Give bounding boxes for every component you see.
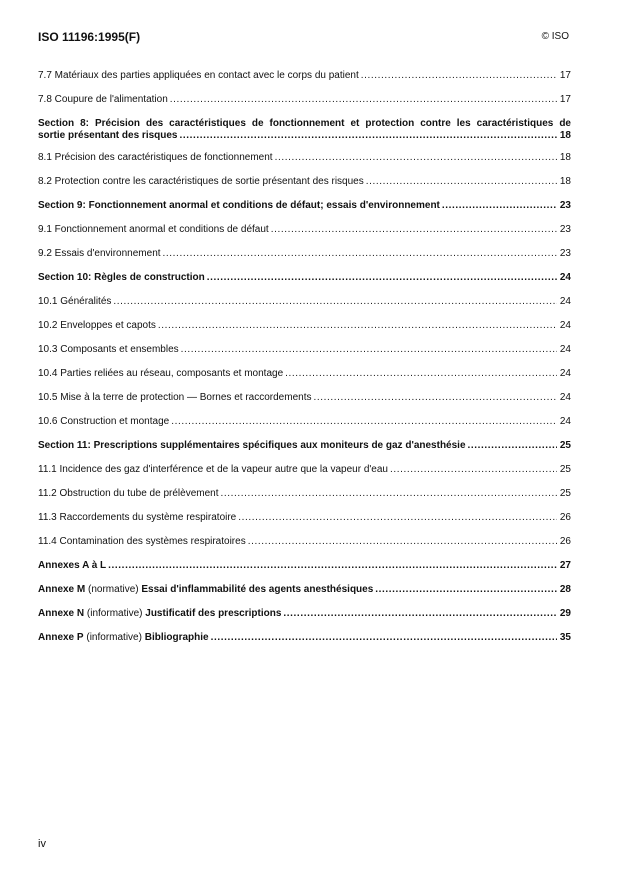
toc-entry-title: Section 11: Prescriptions supplémentaires spécifiques aux moniteurs de gaz d'anesthésie	[38, 440, 466, 451]
toc-entry	[38, 320, 571, 344]
leader-dots	[170, 94, 557, 106]
toc-entry-page: 24	[559, 392, 571, 403]
toc-entry-page: 26	[559, 512, 571, 523]
leader-dots	[220, 488, 557, 500]
toc-entry	[38, 176, 571, 200]
toc-entry-row	[38, 512, 571, 524]
page-header-right: © ISO	[541, 31, 569, 42]
toc-entry	[38, 118, 571, 152]
toc-entry	[38, 488, 571, 512]
toc-entry-title: 11.2 Obstruction du tube de prélèvement	[38, 488, 219, 499]
toc-entry-row	[38, 200, 571, 212]
page-number: iv	[38, 838, 46, 850]
toc-entry	[38, 536, 571, 560]
toc-entry	[38, 392, 571, 416]
leader-dots	[113, 296, 557, 308]
toc-entry-page: 25	[559, 440, 571, 451]
toc-entry-page: 24	[559, 296, 571, 307]
toc-entry-title: 11.3 Raccordements du système respiratoire	[38, 512, 237, 523]
annex-title: Essai d'inflammabilité des agents anesthésiques	[141, 584, 374, 595]
toc-entry-title: 10.3 Composants et ensembles	[38, 344, 179, 355]
toc-entry-row	[38, 416, 571, 428]
toc-entry-page: 27	[559, 560, 571, 571]
toc-entry-row	[38, 440, 571, 452]
toc-entry-row	[38, 130, 571, 142]
annex-label: Annexe P	[38, 632, 84, 643]
toc-entry	[38, 584, 571, 608]
toc-entry-page: 17	[559, 70, 571, 81]
toc-entry	[38, 296, 571, 320]
toc-entry-row	[38, 320, 571, 332]
leader-dots	[171, 416, 557, 428]
toc-entry	[38, 440, 571, 464]
toc-entry-page: 24	[559, 368, 571, 379]
annex-kind: (informative)	[86, 608, 143, 619]
toc-entry-page: 23	[559, 200, 571, 211]
leader-dots	[468, 440, 557, 452]
leader-dots	[275, 152, 557, 164]
toc-entry-row	[38, 344, 571, 356]
toc-entry-row	[38, 296, 571, 308]
toc-entry-title: Section 10: Règles de construction	[38, 272, 205, 283]
toc-entry-page: 29	[559, 608, 571, 619]
toc-entry	[38, 464, 571, 488]
leader-dots	[366, 176, 557, 188]
leader-dots	[375, 584, 557, 596]
toc-entry-title: 9.1 Fonctionnement anormal et conditions de défaut	[38, 224, 269, 235]
toc-entry	[38, 632, 571, 656]
leader-dots	[211, 632, 557, 644]
toc-entry	[38, 200, 571, 224]
toc-entry-title: 11.4 Contamination des systèmes respiratoires	[38, 536, 246, 547]
leader-dots	[248, 536, 557, 548]
toc-entry-page: 24	[559, 416, 571, 427]
toc-entry	[38, 344, 571, 368]
toc-entry-page: 25	[559, 488, 571, 499]
leader-dots	[285, 368, 557, 380]
leader-dots	[207, 272, 557, 284]
toc-entry-title-line1: Section 8: Précision des caractéristiques de fonctionnement et protection contre les caractéristiques de	[38, 118, 571, 129]
toc-entry-title-line2: sortie présentant des risques	[38, 130, 178, 141]
toc-entry-page: 24	[559, 320, 571, 331]
toc-entry	[38, 152, 571, 176]
page-header-left: ISO 11196:1995(F)	[38, 30, 141, 44]
leader-dots	[163, 248, 557, 260]
toc-entry-row	[38, 224, 571, 236]
leader-dots	[181, 344, 557, 356]
toc-entry	[38, 368, 571, 392]
toc-entry-row	[38, 584, 571, 596]
toc-entry-page: 26	[559, 536, 571, 547]
annex-label: Annexe N	[38, 608, 85, 619]
toc-entry-row	[38, 248, 571, 260]
toc-entry-row	[38, 392, 571, 404]
leader-dots	[158, 320, 557, 332]
toc-entry-title: 8.2 Protection contre les caractéristiques de sortie présentant des risques	[38, 176, 364, 187]
toc-entry-page: 18	[559, 176, 571, 187]
toc-entry-title: Annexes A à L	[38, 560, 107, 571]
toc-entry-page: 24	[559, 272, 571, 283]
toc-entry-page: 17	[559, 94, 571, 105]
leader-dots	[442, 200, 557, 212]
leader-dots	[238, 512, 557, 524]
toc-entry-title: 10.5 Mise à la terre de protection — Bornes et raccordements	[38, 392, 312, 403]
toc-entry-row	[38, 176, 571, 188]
toc-entry-page: 35	[559, 632, 571, 643]
toc-entry-row	[38, 608, 571, 620]
toc-entry-page: 28	[559, 584, 571, 595]
annex-kind: (normative)	[88, 584, 139, 595]
leader-dots	[108, 560, 557, 572]
leader-dots	[271, 224, 557, 236]
toc-entry	[38, 608, 571, 632]
toc-entry-title	[38, 632, 209, 644]
leader-dots	[180, 130, 558, 142]
toc-entry-title: 7.7 Matériaux des parties appliquées en contact avec le corps du patient	[38, 70, 359, 81]
annex-kind: (informative)	[86, 632, 142, 643]
toc-entry-row	[38, 536, 571, 548]
toc-entry-title: 10.1 Généralités	[38, 296, 112, 307]
toc-entry-row	[38, 94, 571, 106]
toc-entry-row	[38, 272, 571, 284]
toc-entry-row	[38, 488, 571, 500]
toc-entry-title: 10.4 Parties reliées au réseau, composants et montage	[38, 368, 284, 379]
toc-entry-page: 24	[559, 344, 571, 355]
annex-label: Annexe M	[38, 584, 86, 595]
toc-entry	[38, 512, 571, 536]
leader-dots	[390, 464, 557, 476]
toc-entry-title: Section 9: Fonctionnement anormal et conditions de défaut; essais d'environnement	[38, 200, 440, 211]
toc-entry	[38, 416, 571, 440]
toc-entry-title: 10.2 Enveloppes et capots	[38, 320, 156, 331]
toc-entry-page: 18	[559, 152, 571, 163]
toc-entry-title	[38, 608, 281, 620]
toc-entry-title: 8.1 Précision des caractéristiques de fonctionnement	[38, 152, 273, 163]
toc-entry-row	[38, 632, 571, 644]
table-of-contents	[38, 70, 571, 656]
toc-entry-row	[38, 464, 571, 476]
toc-entry-page: 23	[559, 224, 571, 235]
toc-entry-page: 18	[559, 130, 571, 141]
annex-title: Bibliographie	[144, 632, 209, 643]
toc-entry	[38, 248, 571, 272]
toc-entry-title: 9.2 Essais d'environnement	[38, 248, 161, 259]
leader-dots	[313, 392, 557, 404]
leader-dots	[283, 608, 557, 620]
toc-entry-title: 10.6 Construction et montage	[38, 416, 170, 427]
toc-entry	[38, 70, 571, 94]
toc-entry-row	[38, 368, 571, 380]
toc-entry-row	[38, 152, 571, 164]
toc-entry	[38, 272, 571, 296]
toc-entry-page: 23	[559, 248, 571, 259]
toc-entry-row	[38, 70, 571, 82]
leader-dots	[361, 70, 557, 82]
toc-entry-title: 11.1 Incidence des gaz d'interférence et de la vapeur autre que la vapeur d'eau	[38, 464, 388, 475]
toc-entry	[38, 560, 571, 584]
toc-entry-title	[38, 584, 373, 596]
toc-entry-row	[38, 560, 571, 572]
toc-entry-title: 7.8 Coupure de l'alimentation	[38, 94, 168, 105]
toc-entry	[38, 224, 571, 248]
toc-entry	[38, 94, 571, 118]
annex-title: Justificatif des prescriptions	[145, 608, 282, 619]
toc-entry-page: 25	[559, 464, 571, 475]
